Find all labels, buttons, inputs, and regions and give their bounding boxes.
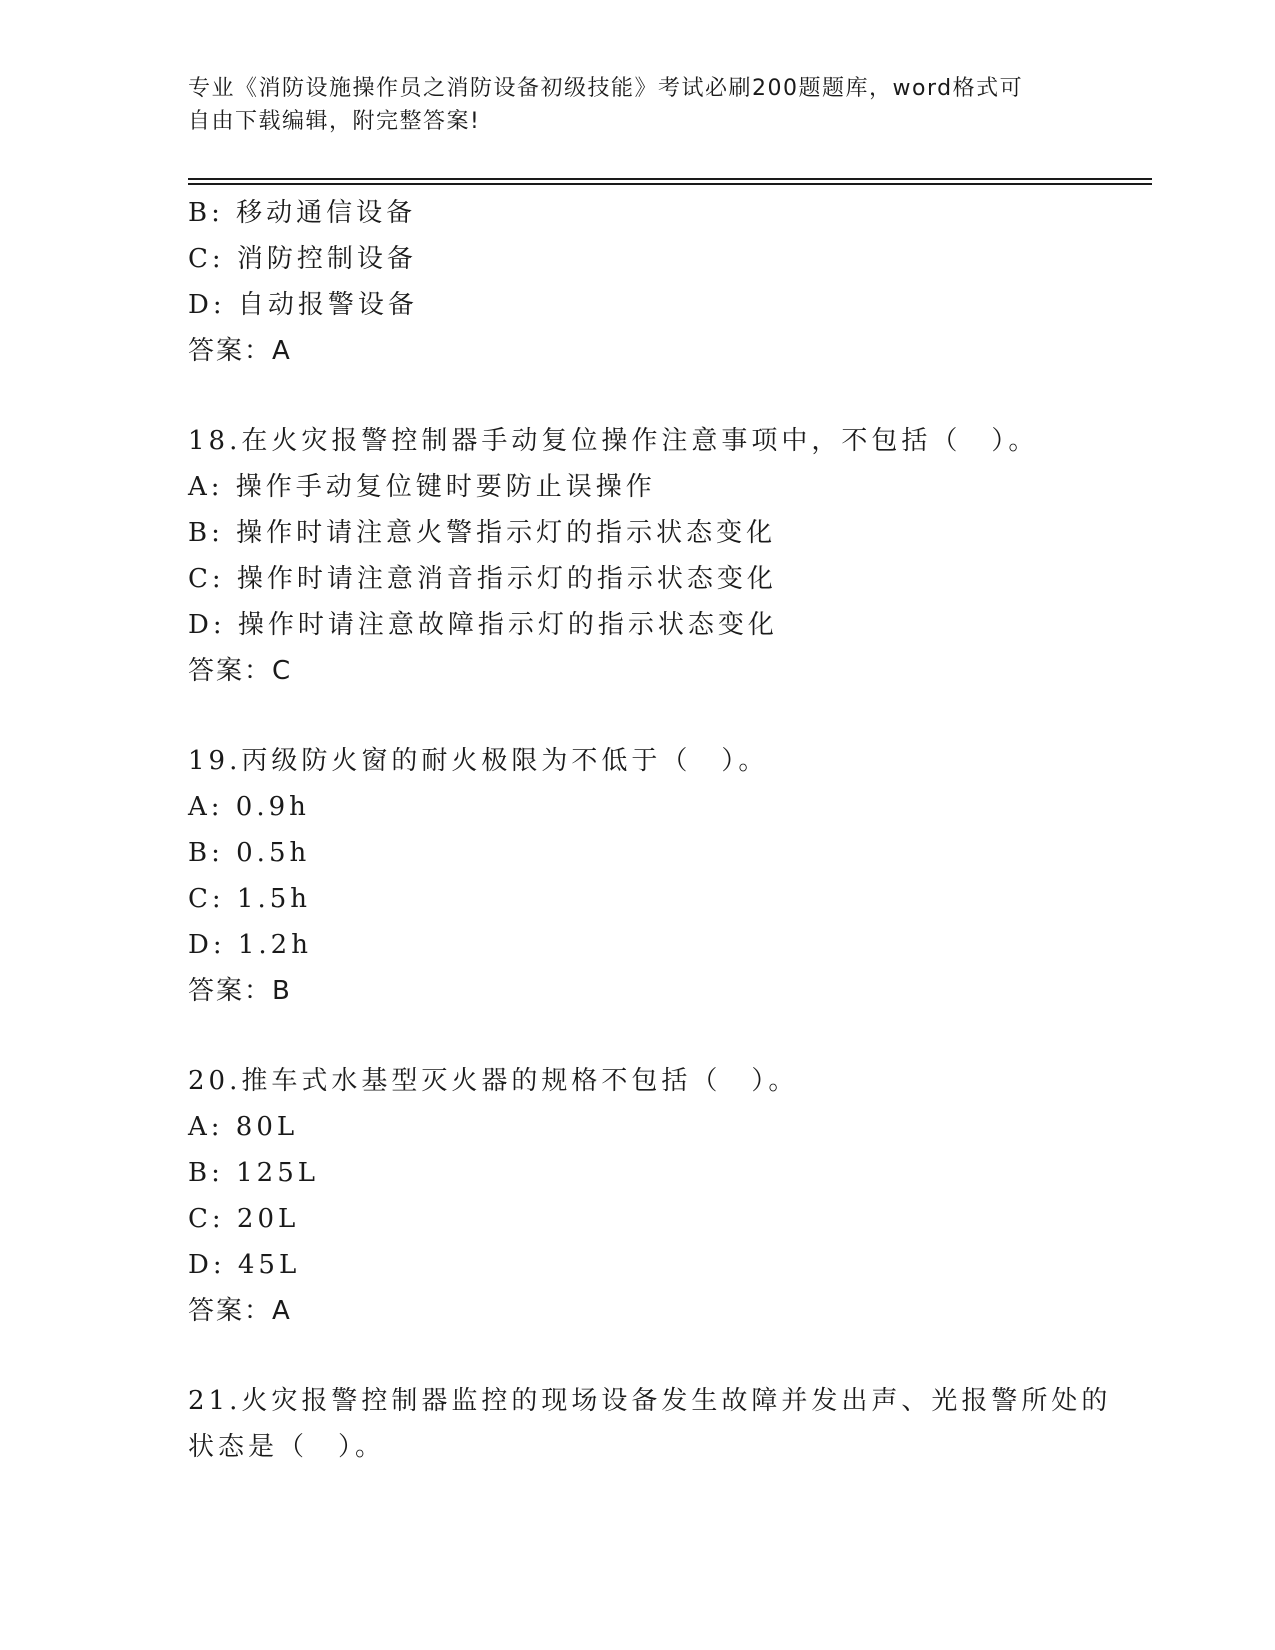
option-d: D: 45L: [188, 1250, 301, 1280]
question-stem: 19.丙级防火窗的耐火极限为不低于（ ）。: [188, 746, 769, 776]
option-d: D: 自动报警设备: [188, 290, 418, 320]
header-line-1: 专业《消防设施操作员之消防设备初级技能》考试必刷200题题库，word格式可: [188, 76, 1024, 101]
option-b: B: 操作时请注意火警指示灯的指示状态变化: [188, 518, 777, 548]
question-20: [188, 1058, 1128, 1334]
option-a: A: 80L: [188, 1112, 299, 1142]
option-d: D: 1.2h: [188, 930, 312, 960]
option-b: B: 移动通信设备: [188, 198, 417, 228]
question-21: [188, 1378, 1128, 1470]
answer: 答案：A: [188, 1296, 292, 1326]
option-b: B: 125L: [188, 1158, 320, 1188]
header-divider-top: [188, 178, 1152, 180]
option-c: C: 1.5h: [188, 884, 312, 914]
question-stem-line-2: 状态是（ ）。: [188, 1432, 386, 1462]
question-19: [188, 738, 1128, 1014]
option-b: B: 0.5h: [188, 838, 311, 868]
header-divider-bottom: [188, 183, 1152, 185]
answer: 答案：B: [188, 976, 292, 1006]
question-18: [188, 418, 1128, 694]
header-line-2: 自由下载编辑，附完整答案!: [188, 109, 481, 134]
question-stem: 20.推车式水基型灭火器的规格不包括（ ）。: [188, 1066, 799, 1096]
option-a: A: 操作手动复位键时要防止误操作: [188, 472, 656, 502]
option-a: A: 0.9h: [188, 792, 310, 822]
question-17-tail: [188, 190, 1128, 374]
answer: 答案：C: [188, 656, 293, 686]
question-stem-line-1: 21.火灾报警控制器监控的现场设备发生故障并发出声、光报警所处的: [188, 1386, 1112, 1416]
option-c: C: 消防控制设备: [188, 244, 417, 274]
option-c: C: 20L: [188, 1204, 300, 1234]
answer: 答案：A: [188, 336, 292, 366]
page-header: [188, 72, 1068, 138]
option-d: D: 操作时请注意故障指示灯的指示状态变化: [188, 610, 778, 640]
question-stem: 18.在火灾报警控制器手动复位操作注意事项中，不包括（ ）。: [188, 426, 1039, 456]
question-list: [188, 190, 1128, 1470]
option-c: C: 操作时请注意消音指示灯的指示状态变化: [188, 564, 777, 594]
